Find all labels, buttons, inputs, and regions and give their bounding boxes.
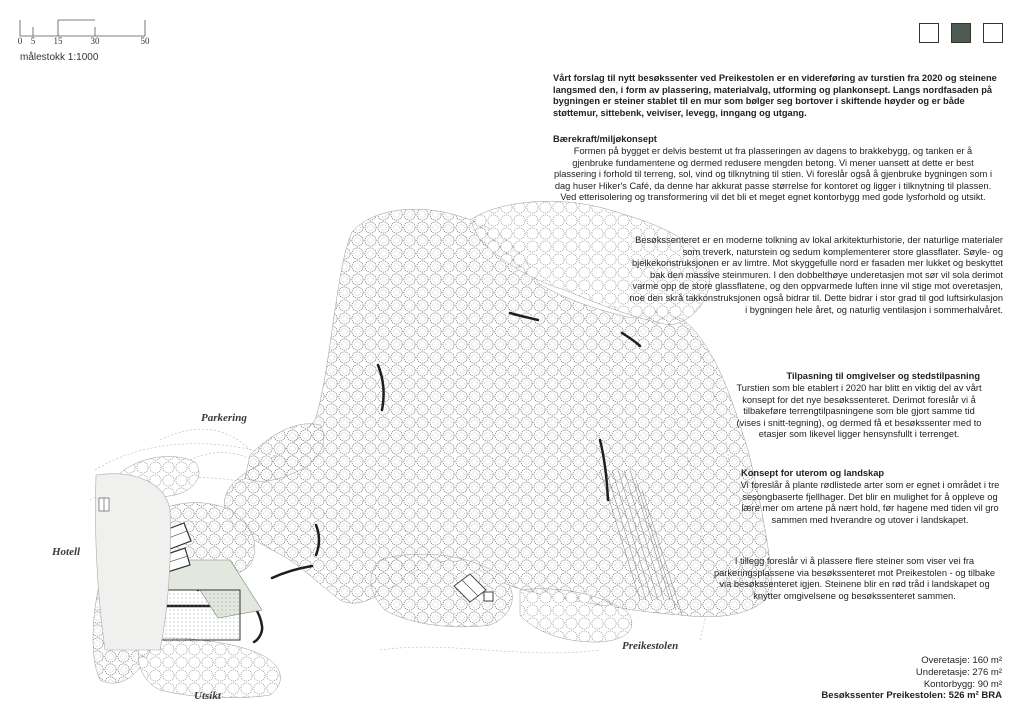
area-overetasje: Overetasje: 160 m² (921, 655, 1002, 666)
scale-tick-5: 5 (30, 36, 36, 46)
scale (14, 16, 164, 66)
paragraph-landscape: Vi foreslår å plante rødlistede arter som er egnet i området i tre sesongbaserte fjellhager. Det blir en mulighet for å oppleve og lære mer om artene på nært hold, før hagene med tiden vil gro sammen med hverandre og utover i landskapet. (740, 480, 1000, 525)
paragraph-sustainability: Formen på bygget er delvis bestemt ut fra plasseringen av dagens to brakkebygg, og tanken er å gjenbruke fundamentene og dermed redusere mengden betong. Vi mener uansett at dette er best plassering i forhold til terreng, sol, vind og tilknytning til stien. Vi foreslår også å gjenbruke bygningen som i dag huser Hiker's Café, da denne har akkurat passe størrelse for kontoret og ligger i tilknytning til plassen. Ved etterisolering og transformering vil det bli et meget egnet kontorbygg med gode lysforhold og utsikt. (553, 146, 993, 203)
hotel-outline (95, 474, 170, 650)
legend-swatch-white-1 (919, 23, 939, 43)
legend-swatch-white-2 (983, 23, 1003, 43)
scale-tick-0: 0 (17, 36, 23, 46)
paragraph-adaptation: Turstien som ble etablert i 2020 har blitt en viktig del av vårt konsept for det nye besøkssenteret. Derimot foreslår vi å tilbakeføre terrengtilpasningene som ble gjort samme tid (vises i snitt-tegning), og dermed få et besøkssenter med to etasjer som likevel ligger hensynsfullt i terrenget. (736, 383, 982, 440)
paragraph-stones: I tillegg foreslår vi å plassere flere steiner som viser vei fra parkeringsplassene via besøkssenteret mot Preikestolen - og tilbake via besøkssenteret igjen. Steinene blir en rød tråd i landskapet og knytter omgivelsene og besøkssenteret sammen. (713, 556, 996, 601)
area-summary (821, 655, 1002, 702)
label-preikestolen: Preikestolen (622, 640, 679, 652)
label-hotell: Hotell (52, 546, 81, 558)
paragraph-architecture: Besøkssenteret er en moderne tolkning av lokal arkitekturhistorie, der naturlige materialer som treverk, naturstein og sedum komplementerer store glassflater. Søyle- og bjelkekonstruksjonen er av limtre. Mot skyggefulle nord er fasaden mer lukket og beskyttet bak den massive steinmuren. I den dobbelthøye underetasjen mot sør vil sola derimot varme opp de store glassflatene, og den oppvarmede luften inne vil stige mot overetasjen, noe den skrå takkonstruksjonen også bidrar til. Dette bidrar i stor grad til god luftsirkulasjon i bygningen hele året, og naturlig ventilasjon i sommerhalvåret. (629, 235, 1003, 315)
scale-label: målestokk 1:1000 (20, 52, 99, 63)
intro-paragraph: Vårt forslag til nytt besøkssenter ved Preikestolen er en videreføring av turstien fra 2020 og steinene langsmed den, i form av plassering, materialvalg, utforming og plankonsept. Langs nordfasaden på bygningen er steiner stablet til en mur som bølger seg bortover i skiftende høyder og er både støttemur, sittebenk, veiviser, levegg, inngang og utgang. (553, 73, 997, 118)
label-utsikt: Utsikt (194, 690, 221, 702)
heading-adaptation: Tilpasning til omgivelser og stedstilpasning (786, 371, 980, 381)
heading-landscape: Konsept for uterom og landskap (741, 468, 885, 478)
scale-tick-30: 30 (90, 36, 100, 46)
scale-tick-50: 50 (140, 36, 150, 46)
area-underetasje: Underetasje: 276 m² (915, 666, 1002, 678)
legend-swatch-green (951, 23, 971, 43)
area-total: Besøkssenter Preikestolen: 526 m² BRA (821, 690, 1002, 702)
area-kontorbygg: Kontorbygg: 90 m² (923, 678, 1002, 690)
label-parkering: Parkering (201, 412, 247, 424)
scale-tick-15: 15 (53, 36, 63, 46)
heading-sustainability: Bærekraft/miljøkonsept (553, 134, 657, 144)
